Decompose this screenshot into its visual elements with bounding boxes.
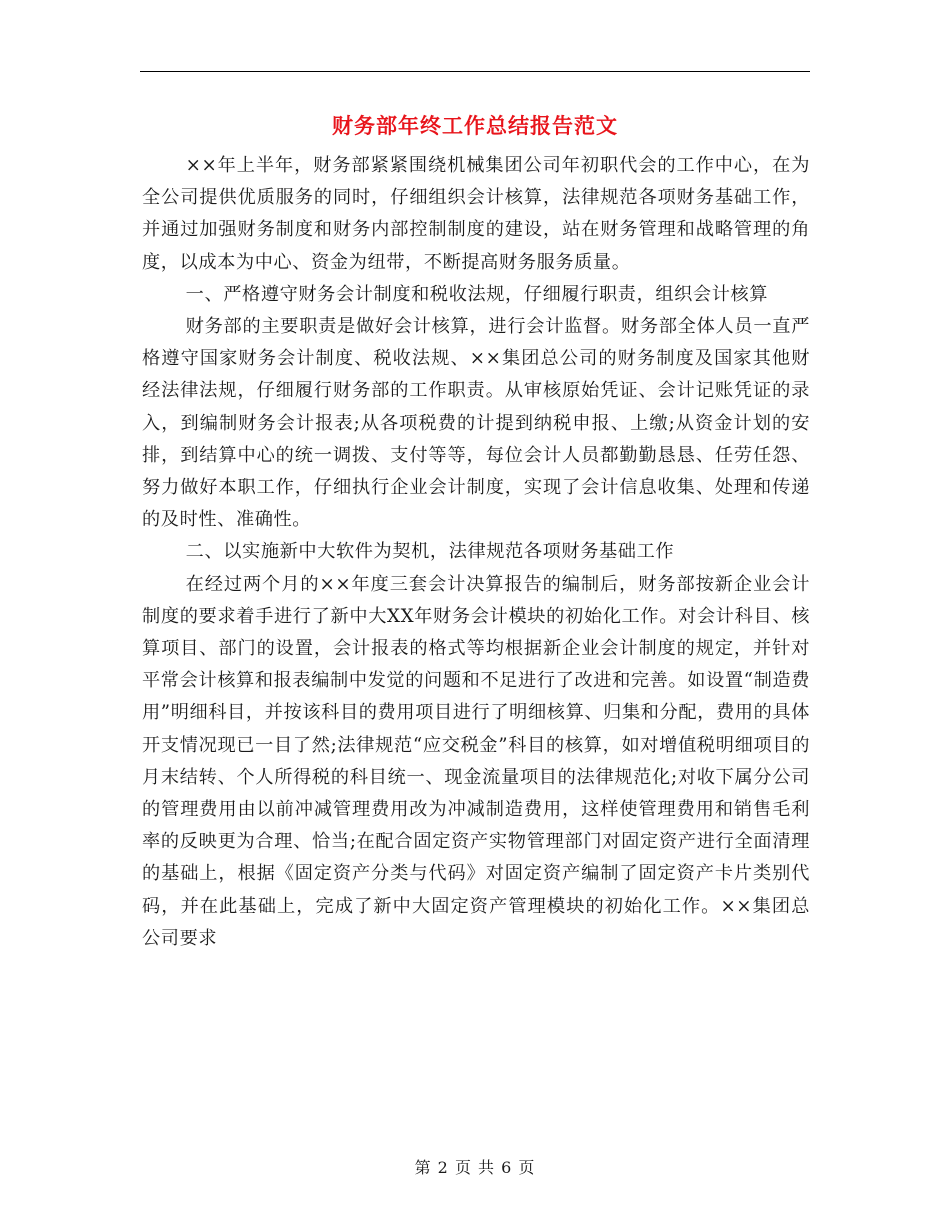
section-heading-2: 二、以实施新中大软件为契机，法律规范各项财务基础工作: [185, 541, 675, 563]
header-rule: [140, 71, 810, 72]
paragraph-intro: ××年上半年，财务部紧紧围绕机械集团公司年初职代会的工作中心，在为全公司提供优质服务的同时，仔细组织会计核算，法律规范各项财务基础工作，并通过加强财务制度和财务内部控制制度的建设，站在财务管理和战略管理的角度，以成本为中心、资金为纽带，不断提高财务服务质量。: [142, 155, 810, 273]
document-body: [142, 150, 810, 955]
section-heading-1: 一、严格遵守财务会计制度和税收法规，仔细履行职责，组织会计核算: [185, 283, 769, 305]
document-title: 财务部年终工作总结报告范文: [332, 113, 618, 138]
page-number: 第 2 页 共 6 页: [414, 1158, 536, 1177]
paragraph-section-1: 财务部的主要职责是做好会计核算，进行会计监督。财务部全体人员一直严格遵守国家财务会计制度、税收法规、××集团总公司的财务制度及国家其他财经法律法规，仔细履行财务部的工作职责。从审核原始凭证、会计记账凭证的录入，到编制财务会计报表;从各项税费的计提到纳税申报、上缴;从资金计划的安排，到结算中心的统一调拨、支付等等，每位会计人员都勤勤恳恳、任劳任怨、努力做好本职工作，仔细执行企业会计制度，实现了会计信息收集、处理和传递的及时性、准确性。: [142, 316, 810, 531]
paragraph-section-2: 在经过两个月的××年度三套会计决算报告的编制后，财务部按新企业会计制度的要求着手进行了新中大XX年财务会计模块的初始化工作。对会计科目、核算项目、部门的设置，会计报表的格式等均根据新企业会计制度的规定，并针对平常会计核算和报表编制中发觉的问题和不足进行了改进和完善。如设置“制造费用”明细科目，并按该科目的费用项目进行了明细核算、归集和分配，费用的具体开支情况现已一目了然;法律规范“应交税金”科目的核算，如对增值税明细项目的月末结转、个人所得税的科目统一、现金流量项目的法律规范化;对收下属分公司的管理费用由以前冲减管理费用改为冲减制造费用，这样使管理费用和销售毛利率的反映更为合理、恰当;在配合固定资产实物管理部门对固定资产进行全面清理的基础上，根据《固定资产分类与代码》对固定资产编制了固定资产卡片类别代码，并在此基础上，完成了新中大固定资产管理模块的初始化工作。××集团总公司要求: [142, 573, 810, 949]
